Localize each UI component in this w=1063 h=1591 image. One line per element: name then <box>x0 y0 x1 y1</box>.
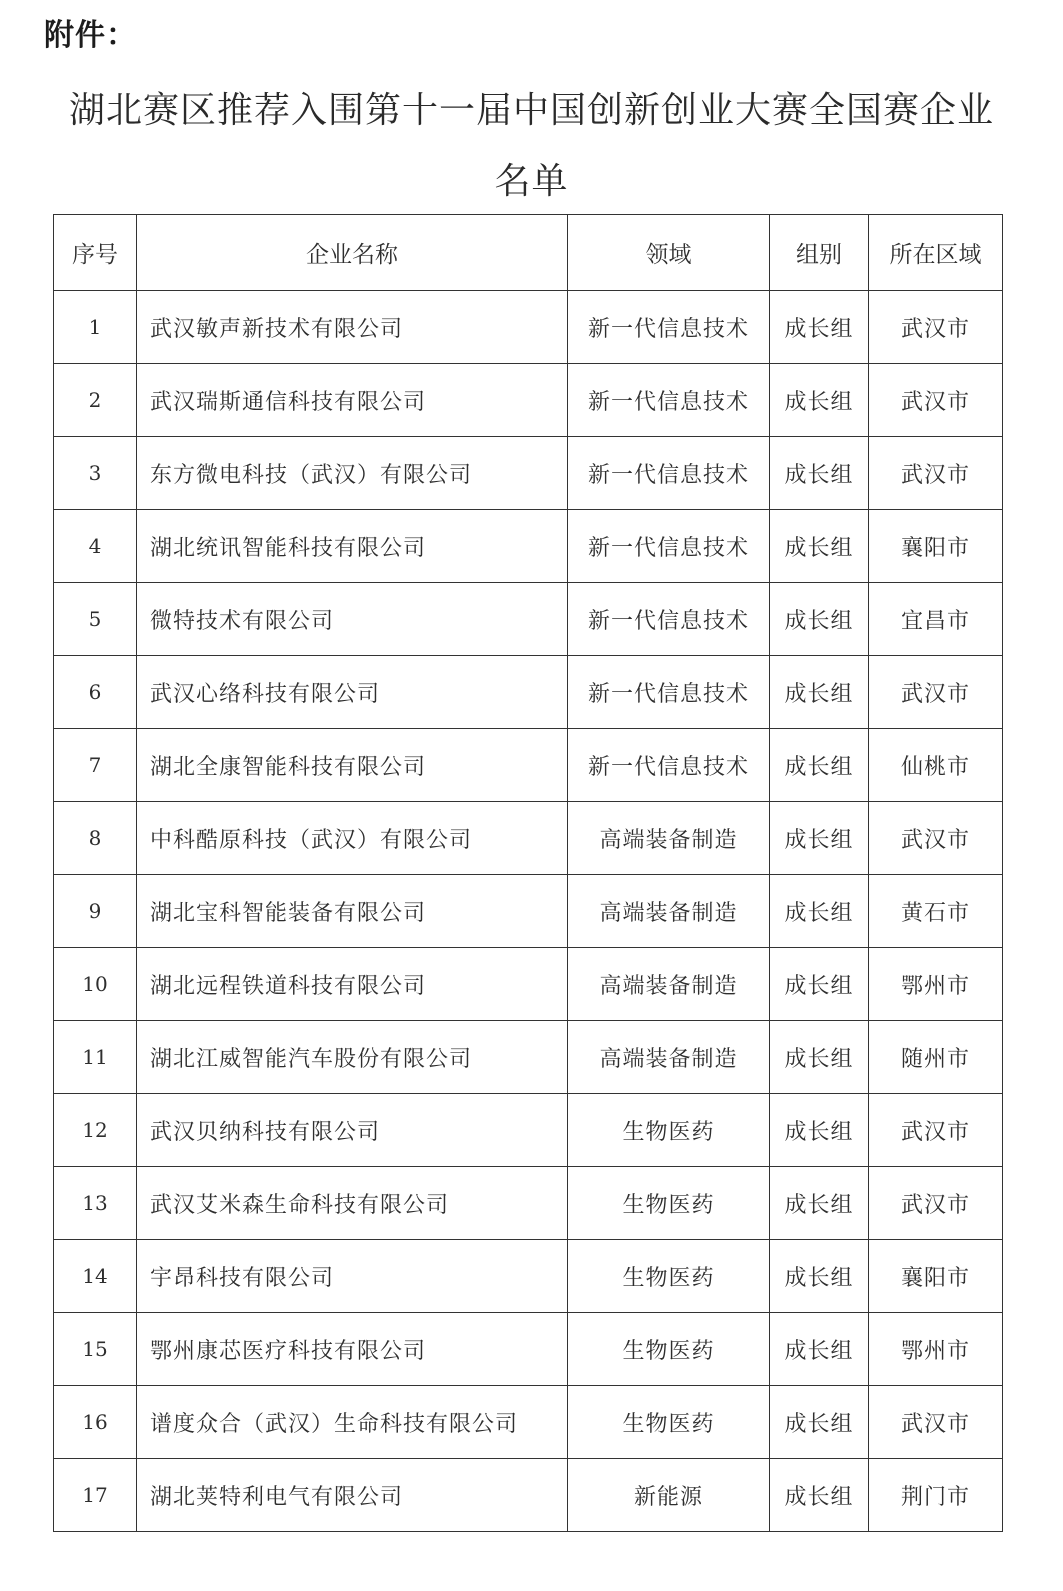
group-cell: 成长组 <box>770 1094 869 1167</box>
region-cell: 鄂州市 <box>869 948 1003 1021</box>
table-body <box>54 291 1003 1532</box>
region-cell: 黄石市 <box>869 875 1003 948</box>
group-cell: 成长组 <box>770 583 869 656</box>
group-cell: 成长组 <box>770 1459 869 1532</box>
document-title-continued: 名单 <box>494 161 569 202</box>
company-name: 湖北远程铁道科技有限公司 <box>137 948 568 1021</box>
row-index: 6 <box>54 656 137 729</box>
column-header-region: 所在区域 <box>869 215 1003 291</box>
table-row <box>54 948 1003 1021</box>
table-row <box>54 583 1003 656</box>
company-name: 湖北宝科智能装备有限公司 <box>137 875 568 948</box>
row-index: 10 <box>54 948 137 1021</box>
region-cell: 武汉市 <box>869 1167 1003 1240</box>
row-index: 11 <box>54 1021 137 1094</box>
table-row <box>54 1021 1003 1094</box>
row-index: 12 <box>54 1094 137 1167</box>
company-name: 武汉艾米森生命科技有限公司 <box>137 1167 568 1240</box>
group-cell: 成长组 <box>770 875 869 948</box>
table-row <box>54 802 1003 875</box>
region-cell: 武汉市 <box>869 802 1003 875</box>
column-header-field: 领域 <box>568 215 770 291</box>
row-index: 16 <box>54 1386 137 1459</box>
field-cell: 高端装备制造 <box>568 1021 770 1094</box>
company-name: 鄂州康芯医疗科技有限公司 <box>137 1313 568 1386</box>
field-cell: 高端装备制造 <box>568 875 770 948</box>
field-cell: 新能源 <box>568 1459 770 1532</box>
company-name: 武汉瑞斯通信科技有限公司 <box>137 364 568 437</box>
table-header-row <box>54 215 1003 291</box>
table-row <box>54 1459 1003 1532</box>
company-name: 湖北江威智能汽车股份有限公司 <box>137 1021 568 1094</box>
table-row <box>54 1167 1003 1240</box>
region-cell: 荆门市 <box>869 1459 1003 1532</box>
table-row <box>54 729 1003 802</box>
field-cell: 生物医药 <box>568 1240 770 1313</box>
region-cell: 武汉市 <box>869 364 1003 437</box>
group-cell: 成长组 <box>770 656 869 729</box>
group-cell: 成长组 <box>770 1021 869 1094</box>
row-index: 17 <box>54 1459 137 1532</box>
company-name: 谱度众合（武汉）生命科技有限公司 <box>137 1386 568 1459</box>
field-cell: 新一代信息技术 <box>568 291 770 364</box>
field-cell: 新一代信息技术 <box>568 364 770 437</box>
table-row <box>54 291 1003 364</box>
field-cell: 生物医药 <box>568 1313 770 1386</box>
field-cell: 新一代信息技术 <box>568 437 770 510</box>
region-cell: 襄阳市 <box>869 510 1003 583</box>
field-cell: 新一代信息技术 <box>568 656 770 729</box>
table-row <box>54 364 1003 437</box>
group-cell: 成长组 <box>770 510 869 583</box>
row-index: 7 <box>54 729 137 802</box>
row-index: 1 <box>54 291 137 364</box>
row-index: 4 <box>54 510 137 583</box>
field-cell: 生物医药 <box>568 1167 770 1240</box>
region-cell: 宜昌市 <box>869 583 1003 656</box>
region-cell: 武汉市 <box>869 656 1003 729</box>
group-cell: 成长组 <box>770 802 869 875</box>
region-cell: 武汉市 <box>869 437 1003 510</box>
field-cell: 新一代信息技术 <box>568 583 770 656</box>
group-cell: 成长组 <box>770 1240 869 1313</box>
row-index: 9 <box>54 875 137 948</box>
company-name: 湖北统讯智能科技有限公司 <box>137 510 568 583</box>
table-row <box>54 1313 1003 1386</box>
table-row <box>54 1386 1003 1459</box>
row-index: 3 <box>54 437 137 510</box>
row-index: 15 <box>54 1313 137 1386</box>
table-row <box>54 510 1003 583</box>
region-cell: 武汉市 <box>869 1094 1003 1167</box>
field-cell: 新一代信息技术 <box>568 510 770 583</box>
table-row <box>54 437 1003 510</box>
company-name: 湖北全康智能科技有限公司 <box>137 729 568 802</box>
company-name: 中科酷原科技（武汉）有限公司 <box>137 802 568 875</box>
attachment-label: 附件： <box>44 18 137 53</box>
group-cell: 成长组 <box>770 1167 869 1240</box>
group-cell: 成长组 <box>770 729 869 802</box>
field-cell: 新一代信息技术 <box>568 729 770 802</box>
group-cell: 成长组 <box>770 291 869 364</box>
field-cell: 高端装备制造 <box>568 802 770 875</box>
table-row <box>54 656 1003 729</box>
row-index: 14 <box>54 1240 137 1313</box>
company-name: 武汉敏声新技术有限公司 <box>137 291 568 364</box>
column-header-index: 序号 <box>54 215 137 291</box>
company-name: 微特技术有限公司 <box>137 583 568 656</box>
column-header-group: 组别 <box>770 215 869 291</box>
group-cell: 成长组 <box>770 1386 869 1459</box>
row-index: 5 <box>54 583 137 656</box>
company-name: 武汉贝纳科技有限公司 <box>137 1094 568 1167</box>
row-index: 8 <box>54 802 137 875</box>
region-cell: 武汉市 <box>869 1386 1003 1459</box>
region-cell: 鄂州市 <box>869 1313 1003 1386</box>
table-row <box>54 1240 1003 1313</box>
field-cell: 生物医药 <box>568 1094 770 1167</box>
table-row <box>54 875 1003 948</box>
region-cell: 武汉市 <box>869 291 1003 364</box>
company-name: 湖北荚特利电气有限公司 <box>137 1459 568 1532</box>
region-cell: 仙桃市 <box>869 729 1003 802</box>
group-cell: 成长组 <box>770 1313 869 1386</box>
company-list-table <box>53 214 1003 1532</box>
region-cell: 随州市 <box>869 1021 1003 1094</box>
field-cell: 生物医药 <box>568 1386 770 1459</box>
field-cell: 高端装备制造 <box>568 948 770 1021</box>
table-row <box>54 1094 1003 1167</box>
company-name: 武汉心络科技有限公司 <box>137 656 568 729</box>
region-cell: 襄阳市 <box>869 1240 1003 1313</box>
group-cell: 成长组 <box>770 437 869 510</box>
group-cell: 成长组 <box>770 364 869 437</box>
row-index: 2 <box>54 364 137 437</box>
company-name: 宇昂科技有限公司 <box>137 1240 568 1313</box>
document-title: 湖北赛区推荐入围第十一届中国创新创业大赛全国赛企业 <box>68 90 994 131</box>
group-cell: 成长组 <box>770 948 869 1021</box>
company-name: 东方微电科技（武汉）有限公司 <box>137 437 568 510</box>
row-index: 13 <box>54 1167 137 1240</box>
column-header-company: 企业名称 <box>137 215 568 291</box>
